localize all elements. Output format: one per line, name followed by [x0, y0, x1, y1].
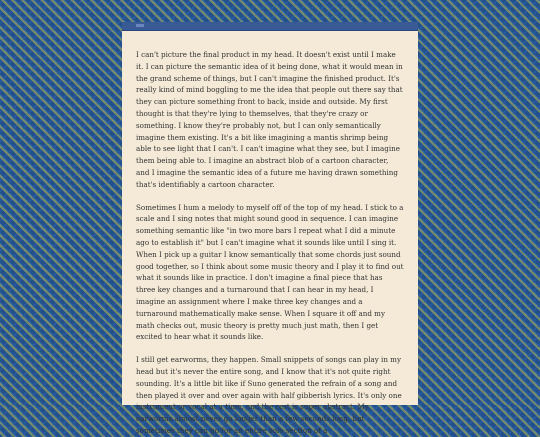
post-paragraph: I can't picture the final product in my head. It doesn't exist until I make it. I can picture the semantic idea of it being done, what it would mean in the grand scheme of things, but I can't imagine the finished product. It's really kind of mind boggling to me the idea that people out there say that they can picture something front to back, inside and outside. My first thought is that they're lying to themselves, that they're crazy or something. I know they're probably not, but I can only semantically imagine them existing. It's a bit like imagining a mantis shrimp being able to see light that I can't. I can't imagine what they see, but I imagine them being able to. I imagine an abstract blob of a cartoon character, and I imagine the semantic idea of a future me having drawn something that's identifiably a cartoon character.: [136, 50, 403, 189]
post-paragraph: I still get earworms, they happen. Small snippets of songs can play in my head but it's never the entire song, and I know that it's not quite right sounding. It's a little bit like if Suno generated the refrain of a song and then played it over and over again with half gibberish lyrics. It's only one instrument or vocal at a time, and the rest is super abstract. My earworms almost never go longer than a few seconds long, but sometimes they can go for an entire solo section of a: [136, 355, 402, 435]
post-page: [122, 22, 418, 435]
post-body: [122, 31, 418, 437]
page-header-bar: [122, 22, 418, 31]
header-marker: [136, 24, 144, 27]
post-paragraph: Sometimes I hum a melody to myself off of the top of my head. I stick to a scale and I sing notes that might sound good in sequence. I can imagine something semantic like "in two more bars I repeat what I did a minute ago to establish it" but I can't imagine what it sounds like until I sing it. When I pick up a guitar I know semantically that some chords just sound good together, so I think about some music theory and I play it to find out what it sounds like in practice. I don't imagine a final piece that has three key changes and a turnaround that I can hear in my head, I imagine an assignment where I make three key changes and a turnaround mathematically make sense. When I square it off and my math checks out, music theory is pretty much just math, then I get excited to hear what it sounds like.: [136, 202, 404, 342]
